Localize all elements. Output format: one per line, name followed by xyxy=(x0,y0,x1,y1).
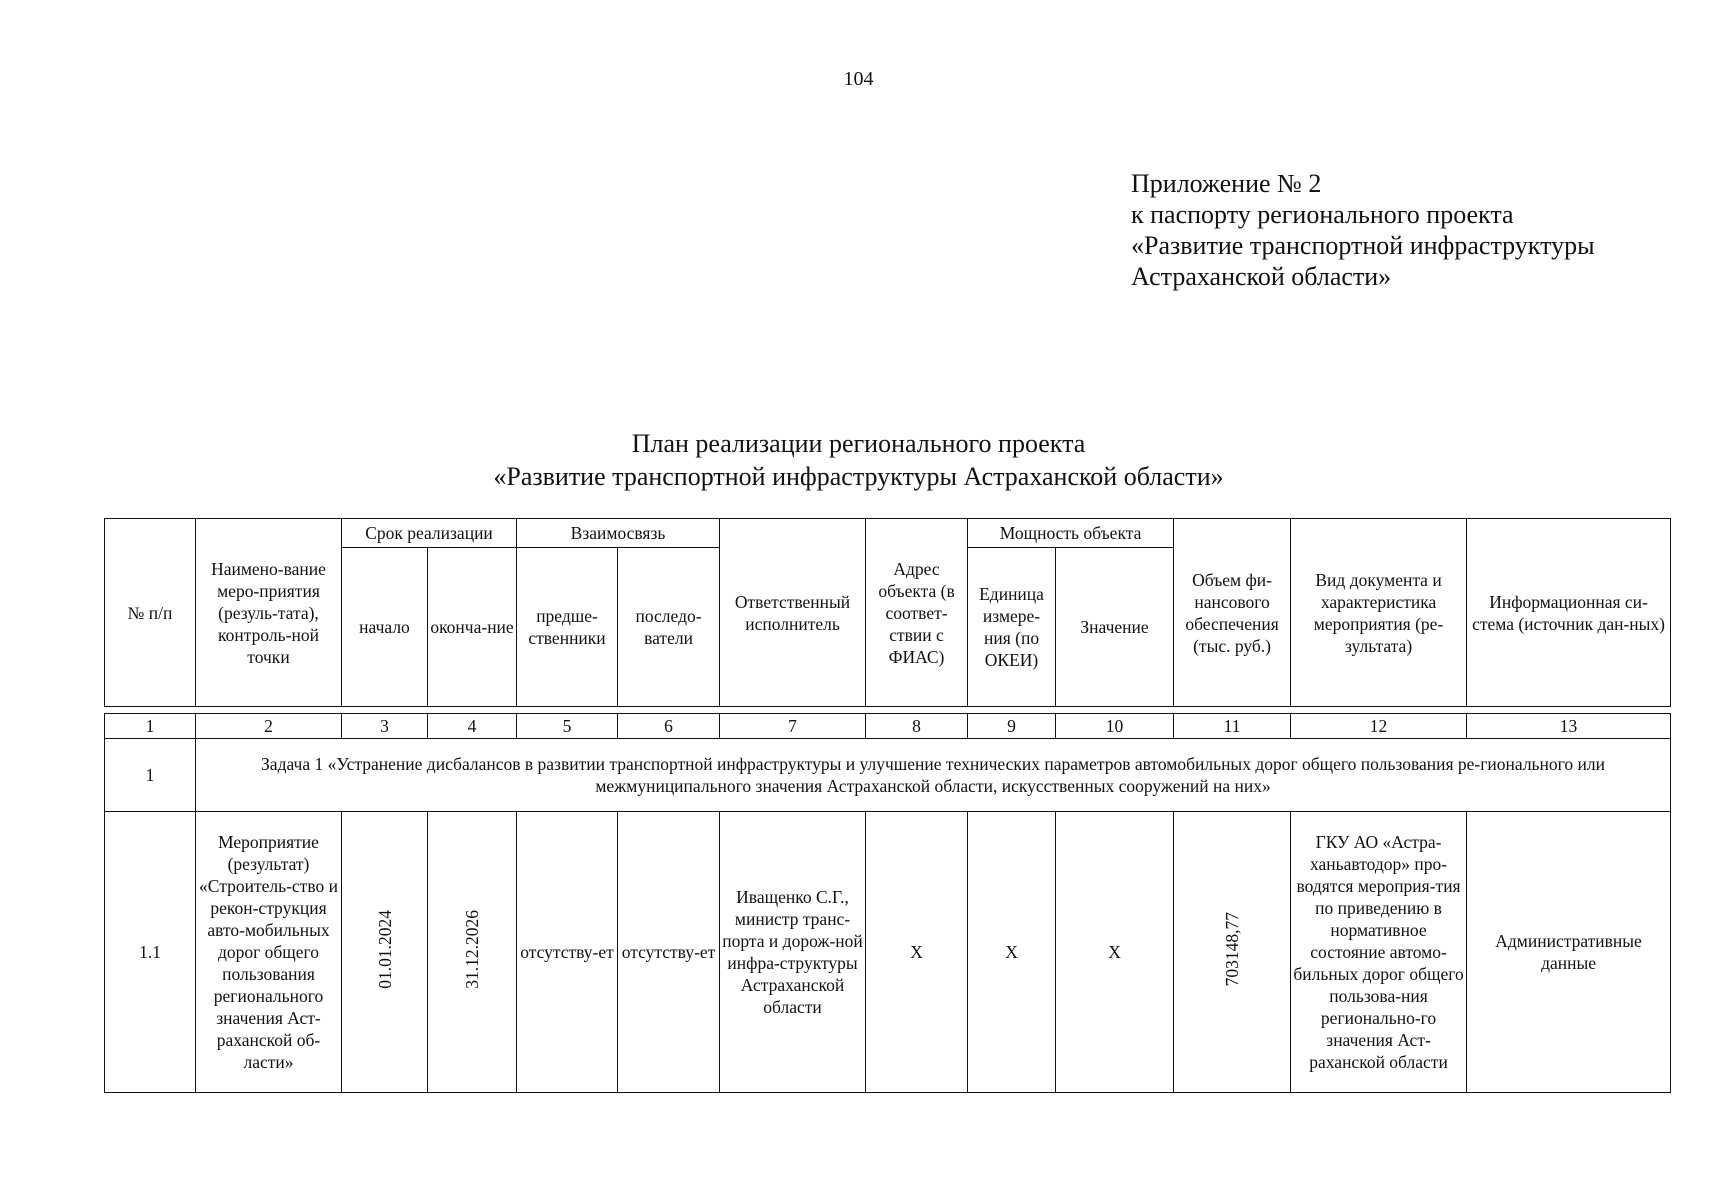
cell-info-system: Административные данные xyxy=(1467,812,1671,1093)
header-responsible: Ответственный исполнитель xyxy=(720,519,866,707)
column-number: 13 xyxy=(1467,714,1671,739)
column-number: 4 xyxy=(428,714,517,739)
cell-financing xyxy=(1174,812,1291,1093)
header-link-group: Взаимосвязь xyxy=(517,519,720,548)
cell-end xyxy=(428,812,517,1093)
header-capacity-group: Мощность объекта xyxy=(968,519,1174,548)
column-number: 12 xyxy=(1291,714,1467,739)
header-value: Значение xyxy=(1056,548,1174,707)
appendix-block xyxy=(1131,168,1595,292)
table-row xyxy=(105,812,1671,1093)
appendix-line: Астраханской области» xyxy=(1131,262,1392,291)
column-number: 6 xyxy=(618,714,720,739)
column-number: 5 xyxy=(517,714,618,739)
header-start: начало xyxy=(342,548,428,707)
page-number: 104 xyxy=(843,68,874,90)
column-number: 11 xyxy=(1174,714,1291,739)
header-successors: последо-ватели xyxy=(618,548,720,707)
cell-doc-type: ГКУ АО «Астра-ханьавтодор» про-водятся мероприя-тия по приведению в нормативное состояние автомо-бильных дорог общего пользова-ния регионально-го значения Аст-раханской области xyxy=(1291,812,1467,1093)
financing-amount: 703148,77 xyxy=(1222,912,1243,987)
column-number: 9 xyxy=(968,714,1056,739)
cell-predecessors: отсутству-ет xyxy=(517,812,618,1093)
column-number: 1 xyxy=(105,714,196,739)
task-row xyxy=(105,739,1671,812)
appendix-line: Приложение № 2 xyxy=(1131,169,1322,198)
header-unit: Единица измере-ния (по ОКЕИ) xyxy=(968,548,1056,707)
cell-value: X xyxy=(1056,812,1174,1093)
implementation-plan-table xyxy=(104,518,1671,1093)
column-number: 2 xyxy=(196,714,342,739)
column-number: 3 xyxy=(342,714,428,739)
end-date: 31.12.2026 xyxy=(462,910,482,989)
task-text: Задача 1 «Устранение дисбалансов в развитии транспортной инфраструктуры и улучшение технических параметров автомобильных дорог общего пользования ре-гионального или межмуниципального значения Астраханской области, искусственных сооружений на них» xyxy=(196,739,1671,812)
header-info-system: Информационная си-стема (источник дан-ных) xyxy=(1467,519,1671,707)
header-doc-type: Вид документа и характеристика мероприятия (ре-зультата) xyxy=(1291,519,1467,707)
column-number: 7 xyxy=(720,714,866,739)
appendix-line: «Развитие транспортной инфраструктуры xyxy=(1131,231,1595,260)
header-gap xyxy=(105,707,1671,714)
header-num: № п/п xyxy=(105,519,196,707)
title-line-2: «Развитие транспортной инфраструктуры Астраханской области» xyxy=(493,462,1224,491)
cell-successors: отсутству-ет xyxy=(618,812,720,1093)
cell-name: Мероприятие (результат) «Строитель-ство и рекон-струкция авто-мобильных дорог общего пользования регионального значения Аст-раханской об-ласти» xyxy=(196,812,342,1093)
cell-num: 1.1 xyxy=(105,812,196,1093)
appendix-line: к паспорту регионального проекта xyxy=(1131,200,1514,229)
header-term-group: Срок реализации xyxy=(342,519,517,548)
cell-start xyxy=(342,812,428,1093)
document-title xyxy=(0,427,1717,493)
start-date: 01.01.2024 xyxy=(374,910,395,989)
column-number: 10 xyxy=(1056,714,1174,739)
task-num: 1 xyxy=(105,739,196,812)
title-line-1: План реализации регионального проекта xyxy=(631,429,1086,458)
header-name: Наимено-вание меро-приятия (резуль-тата), контроль-ной точки xyxy=(196,519,342,707)
column-number: 8 xyxy=(866,714,968,739)
cell-address: X xyxy=(866,812,968,1093)
header-predecessors: предше-ственники xyxy=(517,548,618,707)
header-address: Адрес объекта (в соответ-ствии с ФИАС) xyxy=(866,519,968,707)
header-end: оконча-ние xyxy=(428,548,517,707)
cell-responsible: Иващенко С.Г., министр транс-порта и дорож-ной инфра-структуры Астраханской области xyxy=(720,812,866,1093)
header-financing: Объем фи-нансового обеспечения (тыс. руб.) xyxy=(1174,519,1291,707)
cell-unit: X xyxy=(968,812,1056,1093)
